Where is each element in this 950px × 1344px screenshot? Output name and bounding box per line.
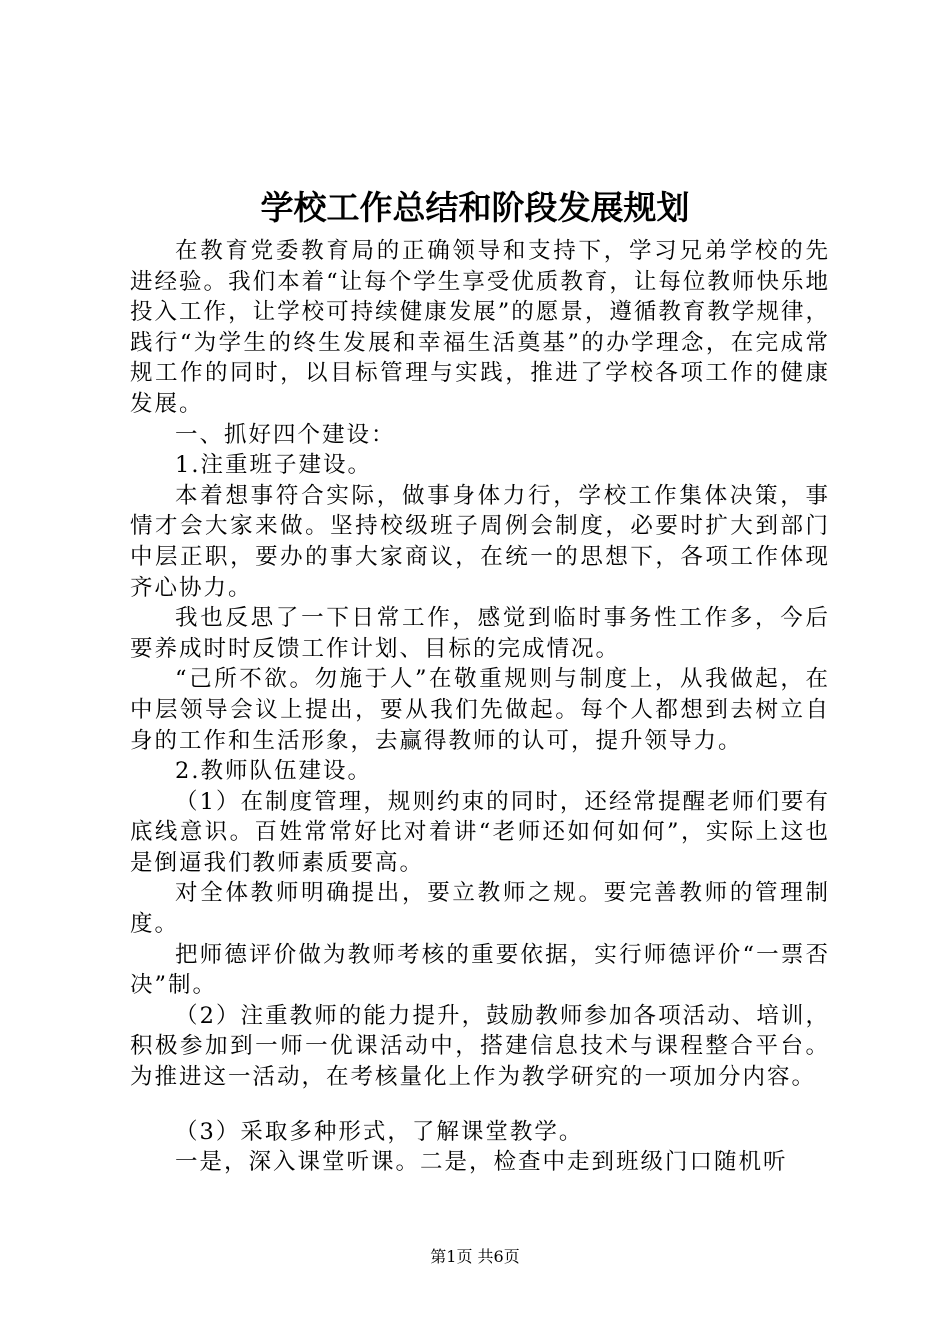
paragraph-intro: 在教育党委教育局的正确领导和支持下，学习兄弟学校的先进经验。我们本着“让每个学生享受优质教育，让每位教师快乐地投入工作，让学校可持续健康发展”的愿景，遵循教育教学规律，践行“为学生的终生发展和幸福生活奠基”的办学理念，在完成常规工作的同时，以目标管理与实践，推进了学校各项工作的健康发展。 (130, 238, 830, 417)
paragraph-item-1: （1）在制度管理，规则约束的同时，还经常提醒老师们要有底线意识。百姓常常好比对着讲“老师还如何如何”，实际上这也是倒逼我们教师素质要高。 (130, 788, 830, 876)
paragraph-rules: “己所不欲。勿施于人”在敬重规则与制度上，从我做起，在中层领导会议上提出，要从我们先做起。每个人都想到去树立自身的工作和生活形象，去赢得教师的认可，提升领导力。 (130, 666, 830, 754)
page-footer: 第1页 共6页 (430, 1247, 520, 1266)
section-heading-four-constructions: 一、抓好四个建设： (175, 421, 396, 448)
paragraph-ethics-evaluation: 把师德评价做为教师考核的重要依据，实行师德评价“一票否决”制。 (130, 941, 830, 999)
paragraph-leadership-team: 本着想事符合实际，做事身体力行，学校工作集体决策，事情才会大家来做。坚持校级班子周例会制度，必要时扩大到部门中层正职，要办的事大家商议，在统一的思想下，各项工作体现齐心协力。 (130, 482, 830, 601)
subheading-leadership-team: 1.注重班子建设。 (175, 452, 372, 479)
subheading-teacher-team: 2.教师队伍建设。 (175, 758, 372, 785)
document-title: 学校工作总结和阶段发展规划 (260, 188, 690, 227)
paragraph-teacher-rules: 对全体教师明确提出，要立教师之规。要完善教师的管理制度。 (130, 880, 830, 938)
document-body (130, 236, 830, 1178)
paragraph-item-2: （2）注重教师的能力提升，鼓励教师参加各项活动、培训，积极参加到一师一优课活动中，搭建信息技术与课程整合平台。为推进这一活动，在考核量化上作为教学研究的一项加分内容。 (130, 1002, 830, 1091)
paragraph-reflection: 我也反思了一下日常工作，感觉到临时事务性工作多，今后要养成时时反馈工作计划、目标的完成情况。 (130, 605, 830, 662)
paragraph-item-3: （3）采取多种形式，了解课堂教学。 (175, 1118, 584, 1145)
paragraph-classroom-visits: 一是，深入课堂听课。二是，检查中走到班级门口随机听 (175, 1149, 788, 1176)
